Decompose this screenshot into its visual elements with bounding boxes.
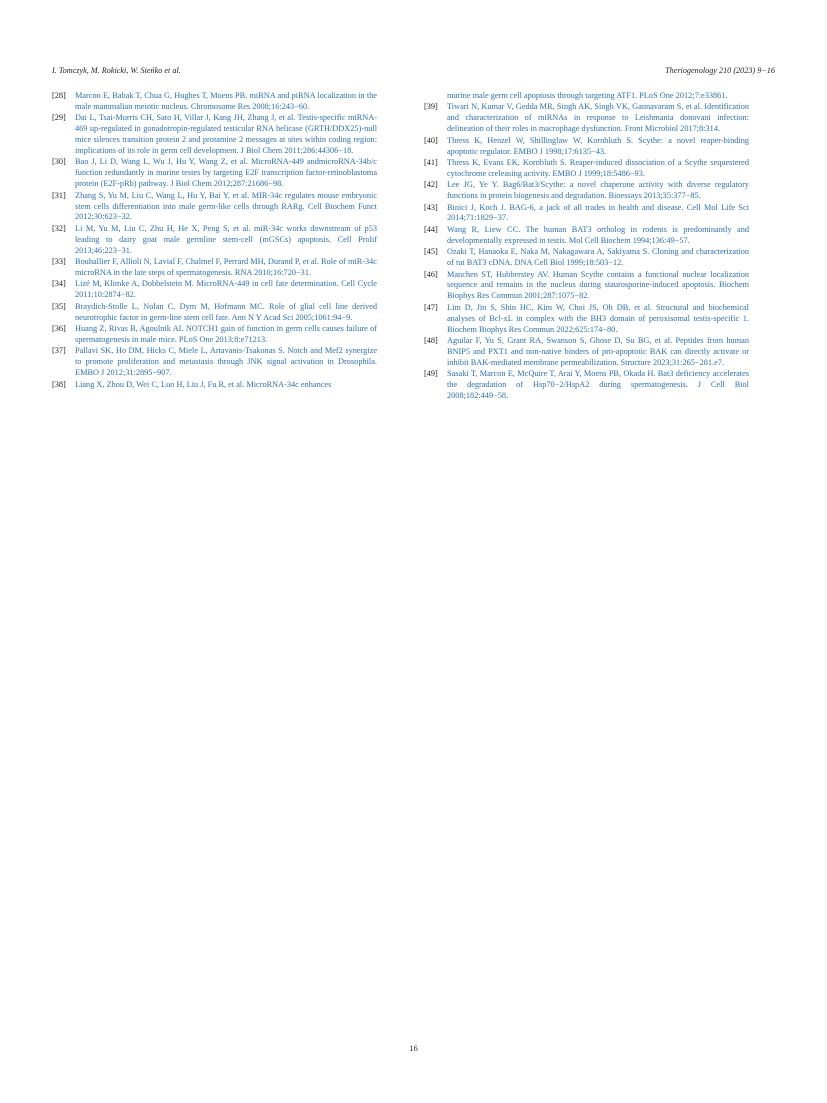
reference-continuation[interactable] — [424, 91, 749, 102]
reference-link[interactable]: Manchen ST, Hubberstey AV. Human Scythe contains a functional nuclear localization sequence and remains in the nucleus during staurosporine-induced apoptosis. Biochem Biophys Res Commun 2001;287:1075−82. — [447, 269, 749, 301]
reference-number: [37] — [52, 346, 66, 356]
references-column-right — [424, 91, 749, 402]
reference-entry[interactable] — [52, 279, 377, 301]
reference-entry[interactable] — [52, 91, 377, 113]
reference-link[interactable]: Zhang S, Yu M, Liu C, Wang L, Hu Y, Bai Y, et al. MIR-34c regulates mouse embryonic stem cells differentiation into male germ-like cells through RARg. Cell Biochem Funct 2012;30:623−32. — [75, 190, 377, 222]
reference-link[interactable]: Huang Z, Rivas B, Agoulnik AI. NOTCH1 gain of function in germ cells causes failure of spermatogenesis in male mice. PLoS One 2013;8:e71213. — [75, 324, 377, 344]
reference-link[interactable]: murine male germ cell apoptosis through targeting ATF1. PLoS One 2012;7:e33861. — [447, 91, 728, 100]
reference-link[interactable]: Wang R, Liew CC. The human BAT3 ortholog in rodents is predominantly and developmentally expressed in testis. Mol Cell Biochem 1994;136:49−57. — [447, 224, 749, 245]
reference-link[interactable]: Bao J, Li D, Wang L, Wu J, Hu Y, Wang Z, et al. MicroRNA-449 andmicroRNA-34b/c function redundantly in murine testes by targeting E2F transcription factor-retinoblastoma protein (E2F-pRb) pathway. J Biol Chem 2012;287:21686−98. — [75, 157, 377, 189]
reference-number: [38] — [52, 379, 66, 389]
reference-link[interactable]: Tiwari N, Kumar V, Gedda MR, Singh AK, Singh VK, Gannavaram S, et al. Identification and characterization of miRNAs in response to Leishmania donovani infection: delineation of their roles in macrophage dysfunction. Front Microbiol 2017;8:314. — [447, 102, 749, 134]
reference-link[interactable]: Aguilar F, Yu S, Grant RA, Swanson S, Ghose D, Su BG, et al. Peptides from human BNIP5 and PXT1 and non-native binders of pro-apoptotic BAK can directly activate or inhibit BAK-mediated membrane permeabilization. Structure 2023;31:265−281.e7. — [447, 335, 749, 367]
reference-link[interactable]: Liang X, Zhou D, Wei C, Luo H, Liu J, Fu R, et al. MicroRNA-34c enhances — [75, 379, 332, 389]
reference-link[interactable]: Binici J, Koch J. BAG-6, a jack of all trades in health and disease. Cell Mol Life Sci 2014;71:1829−37. — [447, 202, 749, 223]
reference-entry[interactable] — [424, 369, 749, 402]
header-authors: I. Tomczyk, M. Rokicki, W. Sieńko et al. — [52, 66, 181, 75]
reference-number: [46] — [424, 269, 438, 279]
reference-link[interactable]: Thress K, Evans EK, Kornbluth S. Reaper-induced dissociation of a Scythe sequestered cytochrome creleasing activity. EMBO J 1999;18:5486−93. — [447, 157, 749, 178]
reference-entry[interactable] — [52, 257, 377, 279]
reference-number: [29] — [52, 113, 66, 123]
reference-entry[interactable] — [424, 225, 749, 247]
reference-number: [35] — [52, 301, 66, 311]
reference-number: [44] — [424, 224, 438, 234]
reference-link[interactable]: Lee JG, Ye Y. Bag6/Bat3/Scythe: a novel chaperone activity with diverse regulatory functions in protein biogenesis and degradation. Bioessays 2013;35:377−85. — [447, 180, 749, 201]
reference-entry[interactable] — [424, 270, 749, 303]
reference-entry[interactable] — [52, 324, 377, 346]
page-number: 16 — [409, 1043, 418, 1053]
references-column-left — [52, 91, 377, 391]
reference-number: [42] — [424, 180, 438, 190]
reference-link[interactable]: Dai L, Tsai-Morris CH, Sato H, Villar J, Kang JH, Zhang J, et al. Testis-specific miRNA-469 up-regulated in gonadotropin-regulated testicular RNA helicase (GRTH/DDX25)-null mice silences transition protein 2 and protamine 2 messages at sites within coding region: implications of its role in germ cell development. J Biol Chem 2011;286:44306−18. — [75, 113, 377, 156]
reference-number: [33] — [52, 257, 66, 267]
reference-entry[interactable] — [424, 102, 749, 135]
reference-entry[interactable] — [52, 302, 377, 324]
reference-entry[interactable] — [52, 346, 377, 379]
reference-link[interactable]: Marcon E, Babak T, Chua G, Hughes T, Moens PB. miRNA and piRNA localization in the male mammalian meiotic nucleus. Chromosome Res 2008;16:243−60. — [75, 91, 377, 111]
reference-entry[interactable] — [424, 336, 749, 369]
reference-entry[interactable] — [52, 191, 377, 224]
reference-number: [48] — [424, 335, 438, 345]
reference-entry[interactable] — [424, 180, 749, 202]
reference-number: [39] — [424, 102, 438, 112]
reference-number: [28] — [52, 91, 66, 100]
reference-number: [31] — [52, 190, 66, 200]
reference-link[interactable]: Ozaki T, Hanaoka E, Naka M, Nakagawara A, Sakiyama S. Cloning and characterization of rat BAT3 cDNA. DNA Cell Biol 1999;18:503−12. — [447, 247, 749, 268]
reference-number: [40] — [424, 135, 438, 145]
reference-number: [47] — [424, 302, 438, 312]
reference-entry[interactable] — [424, 303, 749, 336]
reference-number: [45] — [424, 247, 438, 257]
reference-entry[interactable] — [424, 158, 749, 180]
reference-link[interactable]: Lizé M, Klimke A, Dobbelstein M. MicroRNA-449 in cell fate determination. Cell Cycle 2011;10:2874−82. — [75, 279, 377, 300]
reference-link[interactable]: Sasaki T, Marcon E, McQuire T, Arai Y, Moens PB, Okada H. Bat3 deficiency accelerates the degradation of Hsp70−2/HspA2 during spermatogenesis. J Cell Biol 2008;182:449−58. — [447, 369, 749, 400]
reference-number: [34] — [52, 279, 66, 289]
reference-number: [43] — [424, 202, 438, 212]
reference-number: [32] — [52, 223, 66, 233]
reference-number: [41] — [424, 157, 438, 167]
reference-link[interactable]: Li M, Yu M, Liu C, Zhu H, He X, Peng S, et al. miR-34c works downstream of p53 leading to dairy goat male germline stem-cell (mGSCs) apoptosis. Cell Prolif 2013;46:223−31. — [75, 223, 377, 255]
reference-entry[interactable] — [52, 113, 377, 157]
reference-number: [36] — [52, 324, 66, 334]
reference-entry[interactable] — [424, 203, 749, 225]
reference-entry[interactable] — [424, 136, 749, 158]
reference-link[interactable]: Thress K, Henzel W, Shillinglaw W, Kornbluth S. Scythe: a novel reaper-binding apoptotic regulator. EMBO J 1998;17:6135−43. — [447, 135, 749, 156]
reference-entry[interactable] — [52, 224, 377, 257]
reference-entry[interactable] — [424, 247, 749, 269]
header-journal: Theriogenology 210 (2023) 9−16 — [665, 66, 775, 75]
reference-entry[interactable] — [52, 157, 377, 190]
reference-link[interactable]: Lim D, Jin S, Shin HC, Kim W, Choi JS, Oh DB, et al. Structural and biochemical analyses of Bcl-xL in complex with the BH3 domain of peroxisomal testis-specific 1. Biochem Biophys Res Commun 2022;625:174−80. — [447, 302, 749, 334]
reference-link[interactable]: Pallavi SK, Ho DM, Hicks C, Miele L, Artavanis-Tsakonas S. Notch and Mef2 synergize to promote proliferation and metastasis through JNK signal activation in Drosophila. EMBO J 2012;31:2895−907. — [75, 346, 377, 378]
running-header — [52, 66, 775, 80]
reference-link[interactable]: Braydich-Stolle L, Nolan C, Dym M, Hofmann MC. Role of glial cell line derived neurotrophic factor in germ-line stem cell fate. Ann N Y Acad Sci 2005;1061:94−9. — [75, 301, 377, 322]
reference-entry[interactable] — [52, 380, 377, 391]
reference-number: [30] — [52, 157, 66, 167]
reference-number: [49] — [424, 369, 438, 379]
reference-link[interactable]: Bouhallier F, Allioli N, Lavial F, Chalmel F, Perrard MH, Durand P, et al. Role of miR-34c microRNA in the late steps of spermatogenesis. RNA 2010;16:720−31. — [75, 257, 377, 277]
